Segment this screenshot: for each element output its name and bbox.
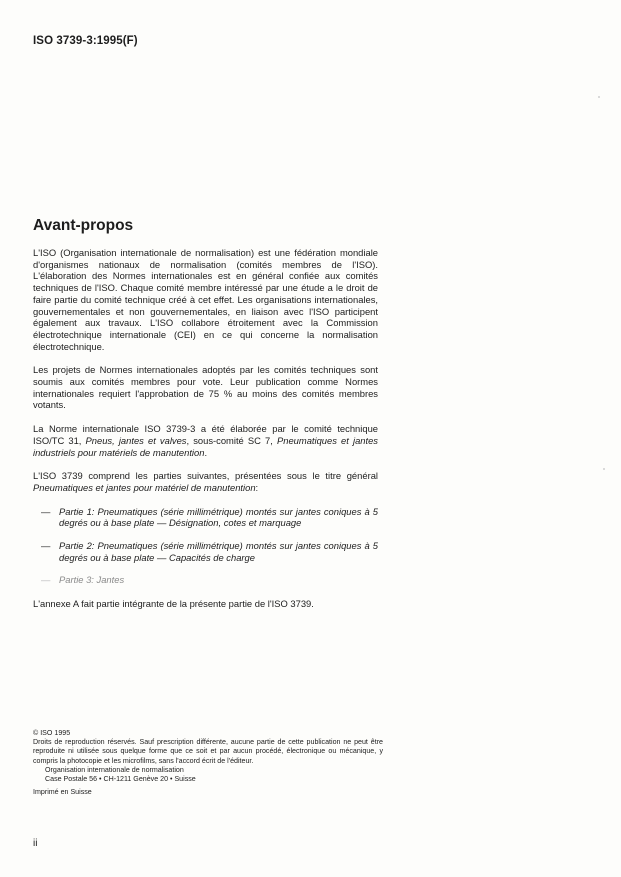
paragraph-annex: L'annexe A fait partie intégrante de la présente partie de l'ISO 3739. [33,598,314,610]
section-title: Avant-propos [33,217,134,234]
series-title: Pneumatiques et jantes pour matériel de manutention [33,481,256,493]
list-item-part-2 [33,540,378,563]
printed-in: Imprimé en Suisse [33,788,92,797]
list-item-part-1 [33,506,378,529]
rights-notice: Droits de reproduction réservés. Sauf prescription différente, aucune partie de cette publication ne peut être reproduite ni utilisée sous quelque forme que ce soit et par aucun procédé, électronique ou mécanique, y compris la photocopie et les microfilms, sans l'accord écrit de l'éditeur. [33,738,383,765]
parts-list [33,506,378,587]
parts-intro-text: L'ISO 3739 comprend les parties suivantes, présentées sous le titre général [33,470,378,482]
part-1-title: Partie 1: Pneumatiques (série millimétrique) montés sur jantes coniques à 5 degrés ou à base plate — Désignation, cotes et marquage [59,505,378,529]
part-2-title: Partie 2: Pneumatiques (série millimétrique) montés sur jantes coniques à 5 degrés ou à base plate — Capacités de charge [59,540,378,563]
scan-speck [603,468,605,470]
paragraph-iso-intro: L'ISO (Organisation internationale de normalisation) est une fédération mondiale d'organismes nationaux de normalisation (comités membres de l'ISO). L'élaboration des Normes internationales est en général confiée aux comités techniques de l'ISO. Chaque comité membre intéressé par une étude a le droit de faire partie du comité technique créé à cet effet. Les organisations internationales, gouvernementales et non gouvernementales, en liaison avec l'ISO participent également aux travaux. L'ISO collabore étroitement avec la Commission électrotechnique internationale (CEI) en ce qui concerne la normalisation électrotechnique. [33,247,378,352]
foreword-body [33,247,378,622]
copyright-footer [33,729,383,797]
paragraph-committee [33,423,378,458]
scan-speck [598,96,600,98]
organization-name: Organisation internationale de normalisation [45,765,184,774]
paragraph-parts-intro [33,470,378,493]
page-number: ii [33,838,38,849]
dash-marker: — [41,505,51,517]
parts-intro-colon: : [255,481,259,493]
list-item-part-3 [33,574,378,586]
document-id: ISO 3739-3:1995(F) [33,35,138,47]
dash-marker: — [41,574,51,586]
copyright-line: © ISO 1995 [33,729,71,737]
dash-marker: — [41,540,51,552]
committee-text-2: , sous-comité SC 7, [186,434,277,446]
subcommittee-name: Pneumatiques et jantes industriels pour matériels de manutention [33,434,378,458]
paragraph-voting: Les projets de Normes internationales adoptés par les comités techniques sont soumis aux comités membres pour vote. Leur publication comme Normes internationales requiert l'approbation de 75 % au moins des comités membres votants. [33,364,378,411]
committee-name: Pneus, jantes et valves [85,434,187,446]
organization-address: Case Postale 56 • CH-1211 Genève 20 • Suisse [45,775,196,784]
part-3-title: Partie 3: Jantes [59,574,125,586]
committee-text-1: La Norme internationale ISO 3739-3 a été élaborée par le comité technique ISO/TC 31, [33,423,378,446]
committee-text-3: . [204,446,208,458]
